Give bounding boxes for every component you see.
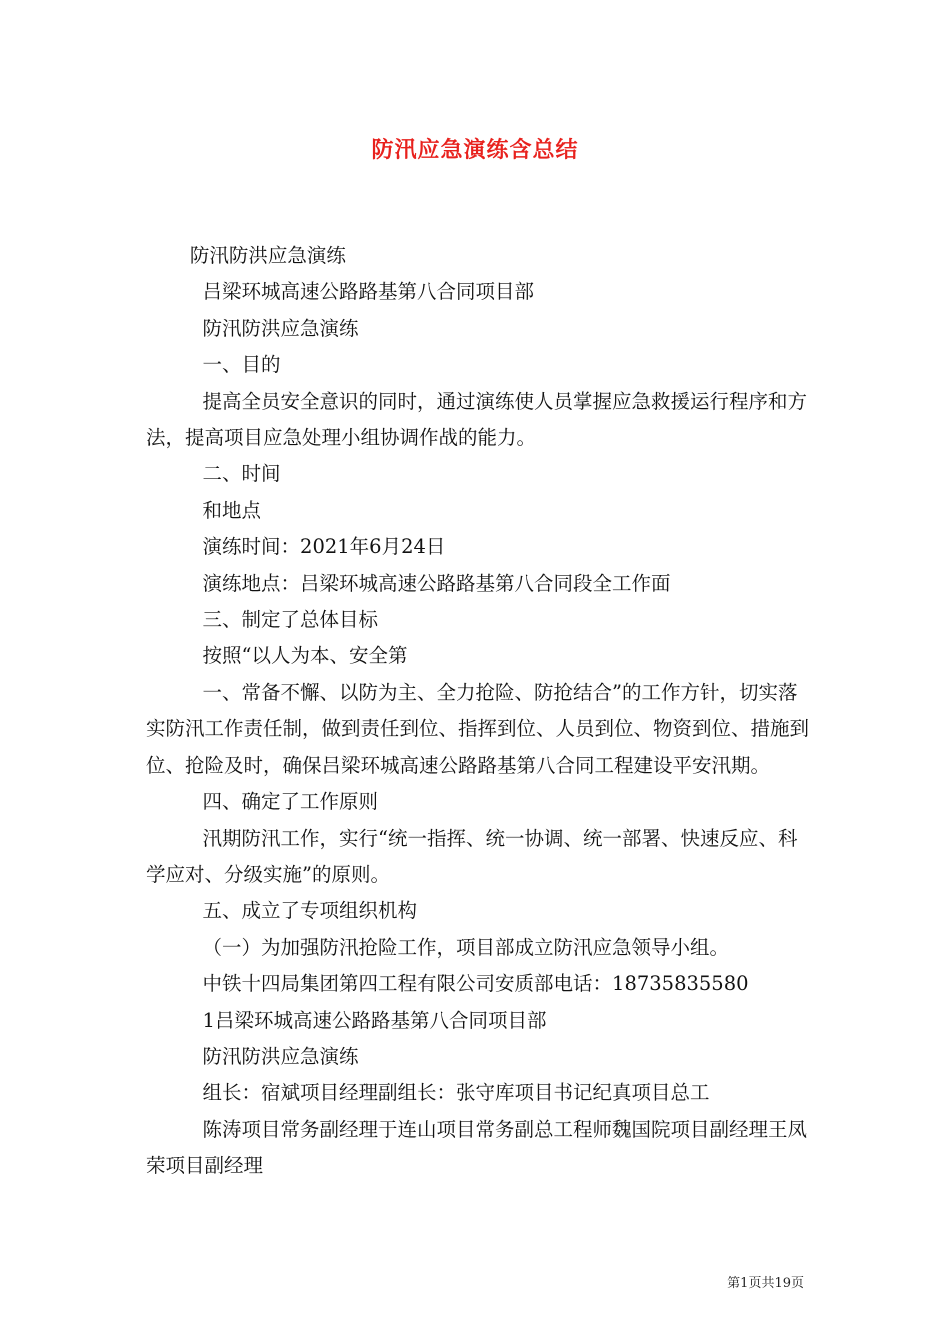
section-heading: 五、成立了专项组织机构 xyxy=(202,899,418,923)
section-heading: 四、确定了工作原则 xyxy=(202,790,379,814)
section-heading: 二、时间 xyxy=(202,462,281,486)
page-number: 第1页共19页 xyxy=(727,1276,804,1291)
paragraph: 演练时间：2021年6月24日 xyxy=(202,535,446,559)
paragraph: 防汛防洪应急演练 xyxy=(189,244,346,267)
paragraph: 陈涛项目常务副经理于连山项目常务副总工程师魏国院项目副经理王凤荣项目副经理 xyxy=(146,1117,808,1178)
document-title: 防汛应急演练含总结 xyxy=(371,137,579,163)
paragraph: 防汛防洪应急演练 xyxy=(202,1044,359,1068)
section-heading: 一、目的 xyxy=(202,353,281,377)
paragraph: （一）为加强防汛抢险工作，项目部成立防汛应急领导小组。 xyxy=(202,935,730,959)
document-body xyxy=(146,238,814,1185)
paragraph: 演练地点：吕梁环城高速公路路基第八合同段全工作面 xyxy=(202,571,671,595)
paragraph: 提高全员安全意识的同时，通过演练使人员掌握应急救援运行程序和方法，提高项目应急处理小组协调作战的能力。 xyxy=(146,389,808,450)
paragraph: 汛期防汛工作，实行“统一指挥、统一协调、统一部署、快速反应、科学应对、分级实施”的原则。 xyxy=(146,826,798,886)
paragraph: 防汛防洪应急演练 xyxy=(202,316,359,340)
paragraph: 按照“以人为本、安全第 xyxy=(202,644,408,668)
paragraph: 和地点 xyxy=(202,498,262,522)
paragraph: 组长：宿斌项目经理副组长：张守库项目书记纪真项目总工 xyxy=(202,1081,710,1105)
section-heading: 三、制定了总体目标 xyxy=(202,608,379,632)
paragraph: 一、常备不懈、以防为主、全力抢险、防抢结合”的工作方针，切实落实防汛工作责任制，做到责任到位、指挥到位、人员到位、物资到位、措施到位、抢险及时，确保吕梁环城高速公路路基第八合同工程建设平安汛期。 xyxy=(146,680,810,777)
paragraph: 1吕梁环城高速公路路基第八合同项目部 xyxy=(202,1008,547,1032)
paragraph: 吕梁环城高速公路路基第八合同项目部 xyxy=(202,280,535,304)
paragraph: 中铁十四局集团第四工程有限公司安质部电话：18735835580 xyxy=(202,972,749,996)
